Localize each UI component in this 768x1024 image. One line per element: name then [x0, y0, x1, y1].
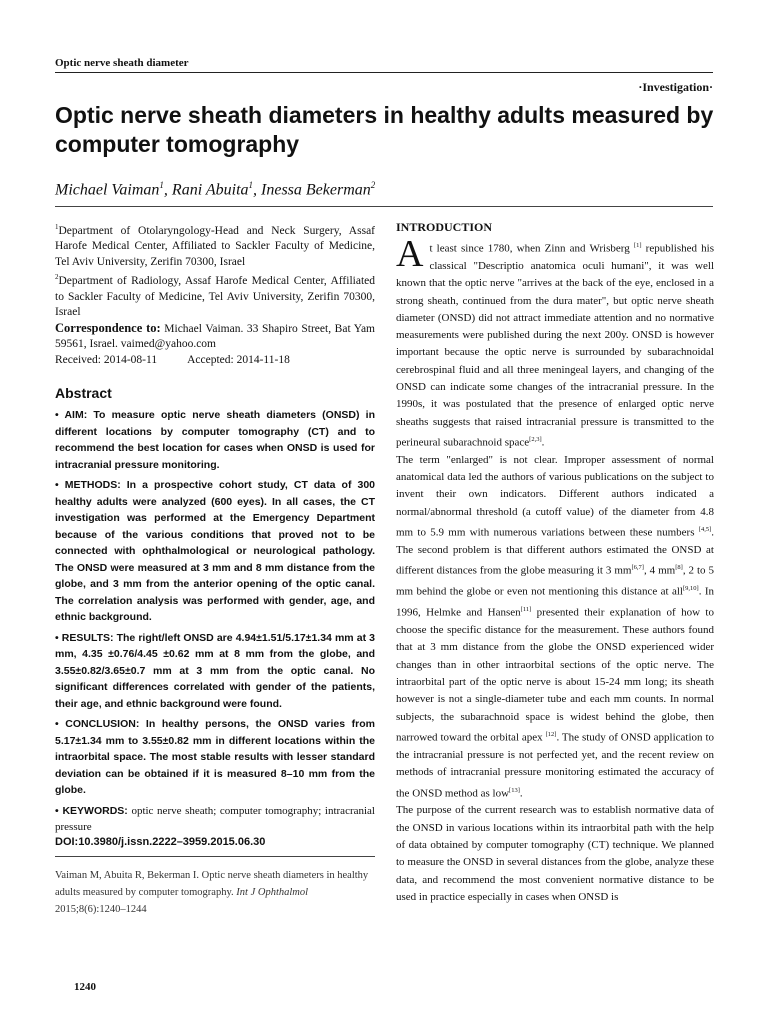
body-text-run: republished his classical "Descriptio anatomica oculi humani", it was well known that the optic nerve "arrives at the back of the eye, enclosed in a strong sheath, continued from the dura mater", but optic nerve sheath diameter (ONSD) did not attract immediate attention and no normative measurements were published during the next 200y. ONSD is however important because the optic nerve is surrounded by subarachnoidal cerebrospinal fluid and all three meningeal layers, and changing of the ONSD can indicate some changes of the intracranial pressure. In the 1990s, it was postulated that the presence of enlarged optic nerve sheaths suggests that raised intracranial pressure is transmitted to the perineural subarachnoid space — [396, 242, 714, 449]
abstract-aim: • AIM: To measure optic nerve sheath diameters (ONSD) in different locations by computer tomography (CT) and to recommend the best location for cases when ONSD is used for intracranial pressure monitoring. — [55, 409, 375, 471]
page-number: 1240 — [74, 981, 96, 993]
header-divider — [55, 206, 713, 207]
body-text-run: . — [541, 436, 545, 449]
reference-mark: [2,3] — [529, 435, 542, 443]
body-text-run: . — [519, 787, 523, 800]
author-affiliation-mark: 1 — [159, 180, 164, 190]
author-separator: , — [253, 181, 262, 199]
citation-details: 2015;8(6):1240–1244 — [55, 903, 147, 915]
doi[interactable]: DOI:10.3980/j.issn.2222–3959.2015.06.30 — [55, 835, 266, 848]
body-text-run: t least since 1780, when Zinn and Wrisberg — [429, 242, 634, 255]
affiliation — [55, 270, 375, 320]
body-text-run: presented their explanation of how to choose the specific distance for the measurement. These authors found that at 3 mm distance from the globe the ONSD experienced wider changes than in other intraorbital sections of the optic nerve. The intraorbital part of the optic nerve is about 15-24 mm long; its sheath however is not a single-diameter tube and each mm counts. In normal subjects, the subarachnoid space is widest behind the globe, then narrowed toward the orbital apex — [396, 606, 714, 744]
citation-divider — [55, 856, 375, 857]
affiliation-text: Department of Radiology, Assaf Harofe Medical Center, Affiliated to Sackler Faculty of Medicine, Tel Aviv University, Zerifin 70300, Israel — [55, 275, 375, 319]
reference-mark: [12] — [545, 730, 557, 738]
reference-mark: [9,10] — [682, 585, 699, 593]
keywords-label: • KEYWORDS: — [55, 804, 128, 817]
abstract-results: • RESULTS: The right/left ONSD are 4.94±1.51/5.17±1.34 mm at 3 mm, 4.35 ±0.76/4.45 ±0.62 mm at 8 mm from the globe, and 3.55±0.82/3.65±0.7 mm at 3 mm from the optic canal. No significant differences correlated with gender of the patients, their age, and ethnic background were found. — [55, 631, 375, 710]
citation — [55, 867, 375, 918]
body-text-run: , 4 mm — [643, 564, 676, 577]
affiliation-mark: 1 — [55, 223, 59, 231]
author-affiliation-mark: 2 — [370, 180, 376, 190]
reference-mark: [11] — [520, 606, 532, 614]
reference-mark: [1] — [633, 242, 642, 249]
abstract-keywords — [55, 803, 375, 836]
author-list — [55, 180, 375, 199]
accepted-date: Accepted: 2014-11-18 — [187, 353, 290, 366]
author-separator: , — [163, 181, 172, 199]
reference-mark: [6,7] — [631, 564, 644, 572]
correspondence-label: Correspondence to: — [55, 320, 161, 335]
body-text-run: . The second problem is that different authors estimated the ONSD at different distances from the globe measuring it 3 mm — [396, 526, 714, 577]
introduction-paragraph — [396, 233, 714, 452]
keywords-text: optic nerve sheath; computer tomography; intracranial pressure — [55, 804, 375, 834]
citation-text: Vaiman M, Abuita R, Bekerman I. Optic nerve sheath diameters in healthy adults measured by computer tomography. — [55, 869, 369, 898]
abstract-methods: • METHODS: In a prospective cohort study, CT data of 300 healthy adults were analyzed (600 eyes). In all cases, the CT investigation was performed at the Emergency Department because of the various conditions that proved not to be connected with ophthalmological or neurological pathology. The ONSD were measured at 3 mm and 8 mm distance from the globe, and 3 mm from the anterior opening of the optic canal. The correlation analysis was performed with gender, age, and ethnic background. — [55, 479, 375, 624]
body-text-run: . The study of ONSD application to the intracranial pressure is not perfected yet, and the recent review on methods of intracranial pressure monitoring estimated the accuracy of the ONSD method as low — [396, 731, 715, 800]
affiliation-text: Department of Otolaryngology-Head and Neck Surgery, Assaf Harofe Medical Center, Affiliated to Sackler Faculty of Medicine, Tel Aviv University, Zerifin 70300, Israel — [55, 224, 375, 268]
author-affiliation-mark: 1 — [248, 180, 254, 190]
right-column — [396, 220, 714, 906]
author-name: Michael Vaiman — [55, 181, 160, 199]
introduction-heading: INTRODUCTION — [396, 220, 493, 234]
body-text-run: The purpose of the current research was to establish normative data of the ONSD in various locations within its intraorbital path with the help of data obtained by computer tomography (CT) technique. We planned to measure the ONSD in several distances from the globe, analyze these data, and recommend the most convenient normative distance to be used in practice especially in cases when ONSD is — [396, 804, 714, 903]
body-text-run: , 2 to 5 mm behind the globe or even not mentioning this distance at all — [396, 564, 714, 598]
reference-mark: [13] — [509, 786, 520, 794]
correspondence-text: Michael Vaiman. 33 Shapiro Street, Bat Yam 59561, Israel. vaimed@yahoo.com — [55, 322, 375, 351]
introduction-paragraph — [396, 802, 714, 906]
section-tag: ·Investigation· — [638, 80, 713, 94]
reference-mark: [8] — [675, 564, 683, 572]
abstract-heading: Abstract — [55, 385, 112, 402]
body-text-run: The term "enlarged" is not clear. Improper assessment of normal anatomical data led the authors of various publications on the subject to invent their own indicators. Different authors indicated a normal/abnormal threshold (a cutoff value) of the diameter from 4.8 mm to 5.9 mm with numerous variations between these numbers — [396, 453, 714, 539]
running-head: Optic nerve sheath diameter — [55, 57, 713, 73]
affiliation-mark: 2 — [55, 273, 59, 282]
drop-cap: A — [396, 233, 424, 275]
citation-journal: Int J Ophthalmol — [236, 886, 309, 898]
body-text-run: . In 1996, Helmke and Hansen — [396, 585, 714, 619]
left-column — [55, 220, 375, 918]
author-name: Rani Abuita — [171, 181, 249, 199]
received-date: Received: 2014-08-11 — [55, 353, 158, 366]
correspondence — [55, 321, 375, 353]
author-name: Inessa Bekerman — [261, 181, 371, 199]
reference-mark: [4,5] — [698, 526, 712, 534]
introduction-paragraph — [396, 452, 714, 803]
abstract-conclusion: • CONCLUSION: In healthy persons, the ONSD varies from 5.17±1.34 mm to 3.55±0.82 mm in different locations within the intraorbital space. The most stable results with lesser standard deviation can be obtained if it is measured 8–10 mm from the globe. — [55, 718, 375, 797]
affiliation — [55, 220, 375, 270]
dates — [55, 353, 375, 369]
article-title: Optic nerve sheath diameters in healthy adults measured by computer tomography — [55, 102, 714, 157]
